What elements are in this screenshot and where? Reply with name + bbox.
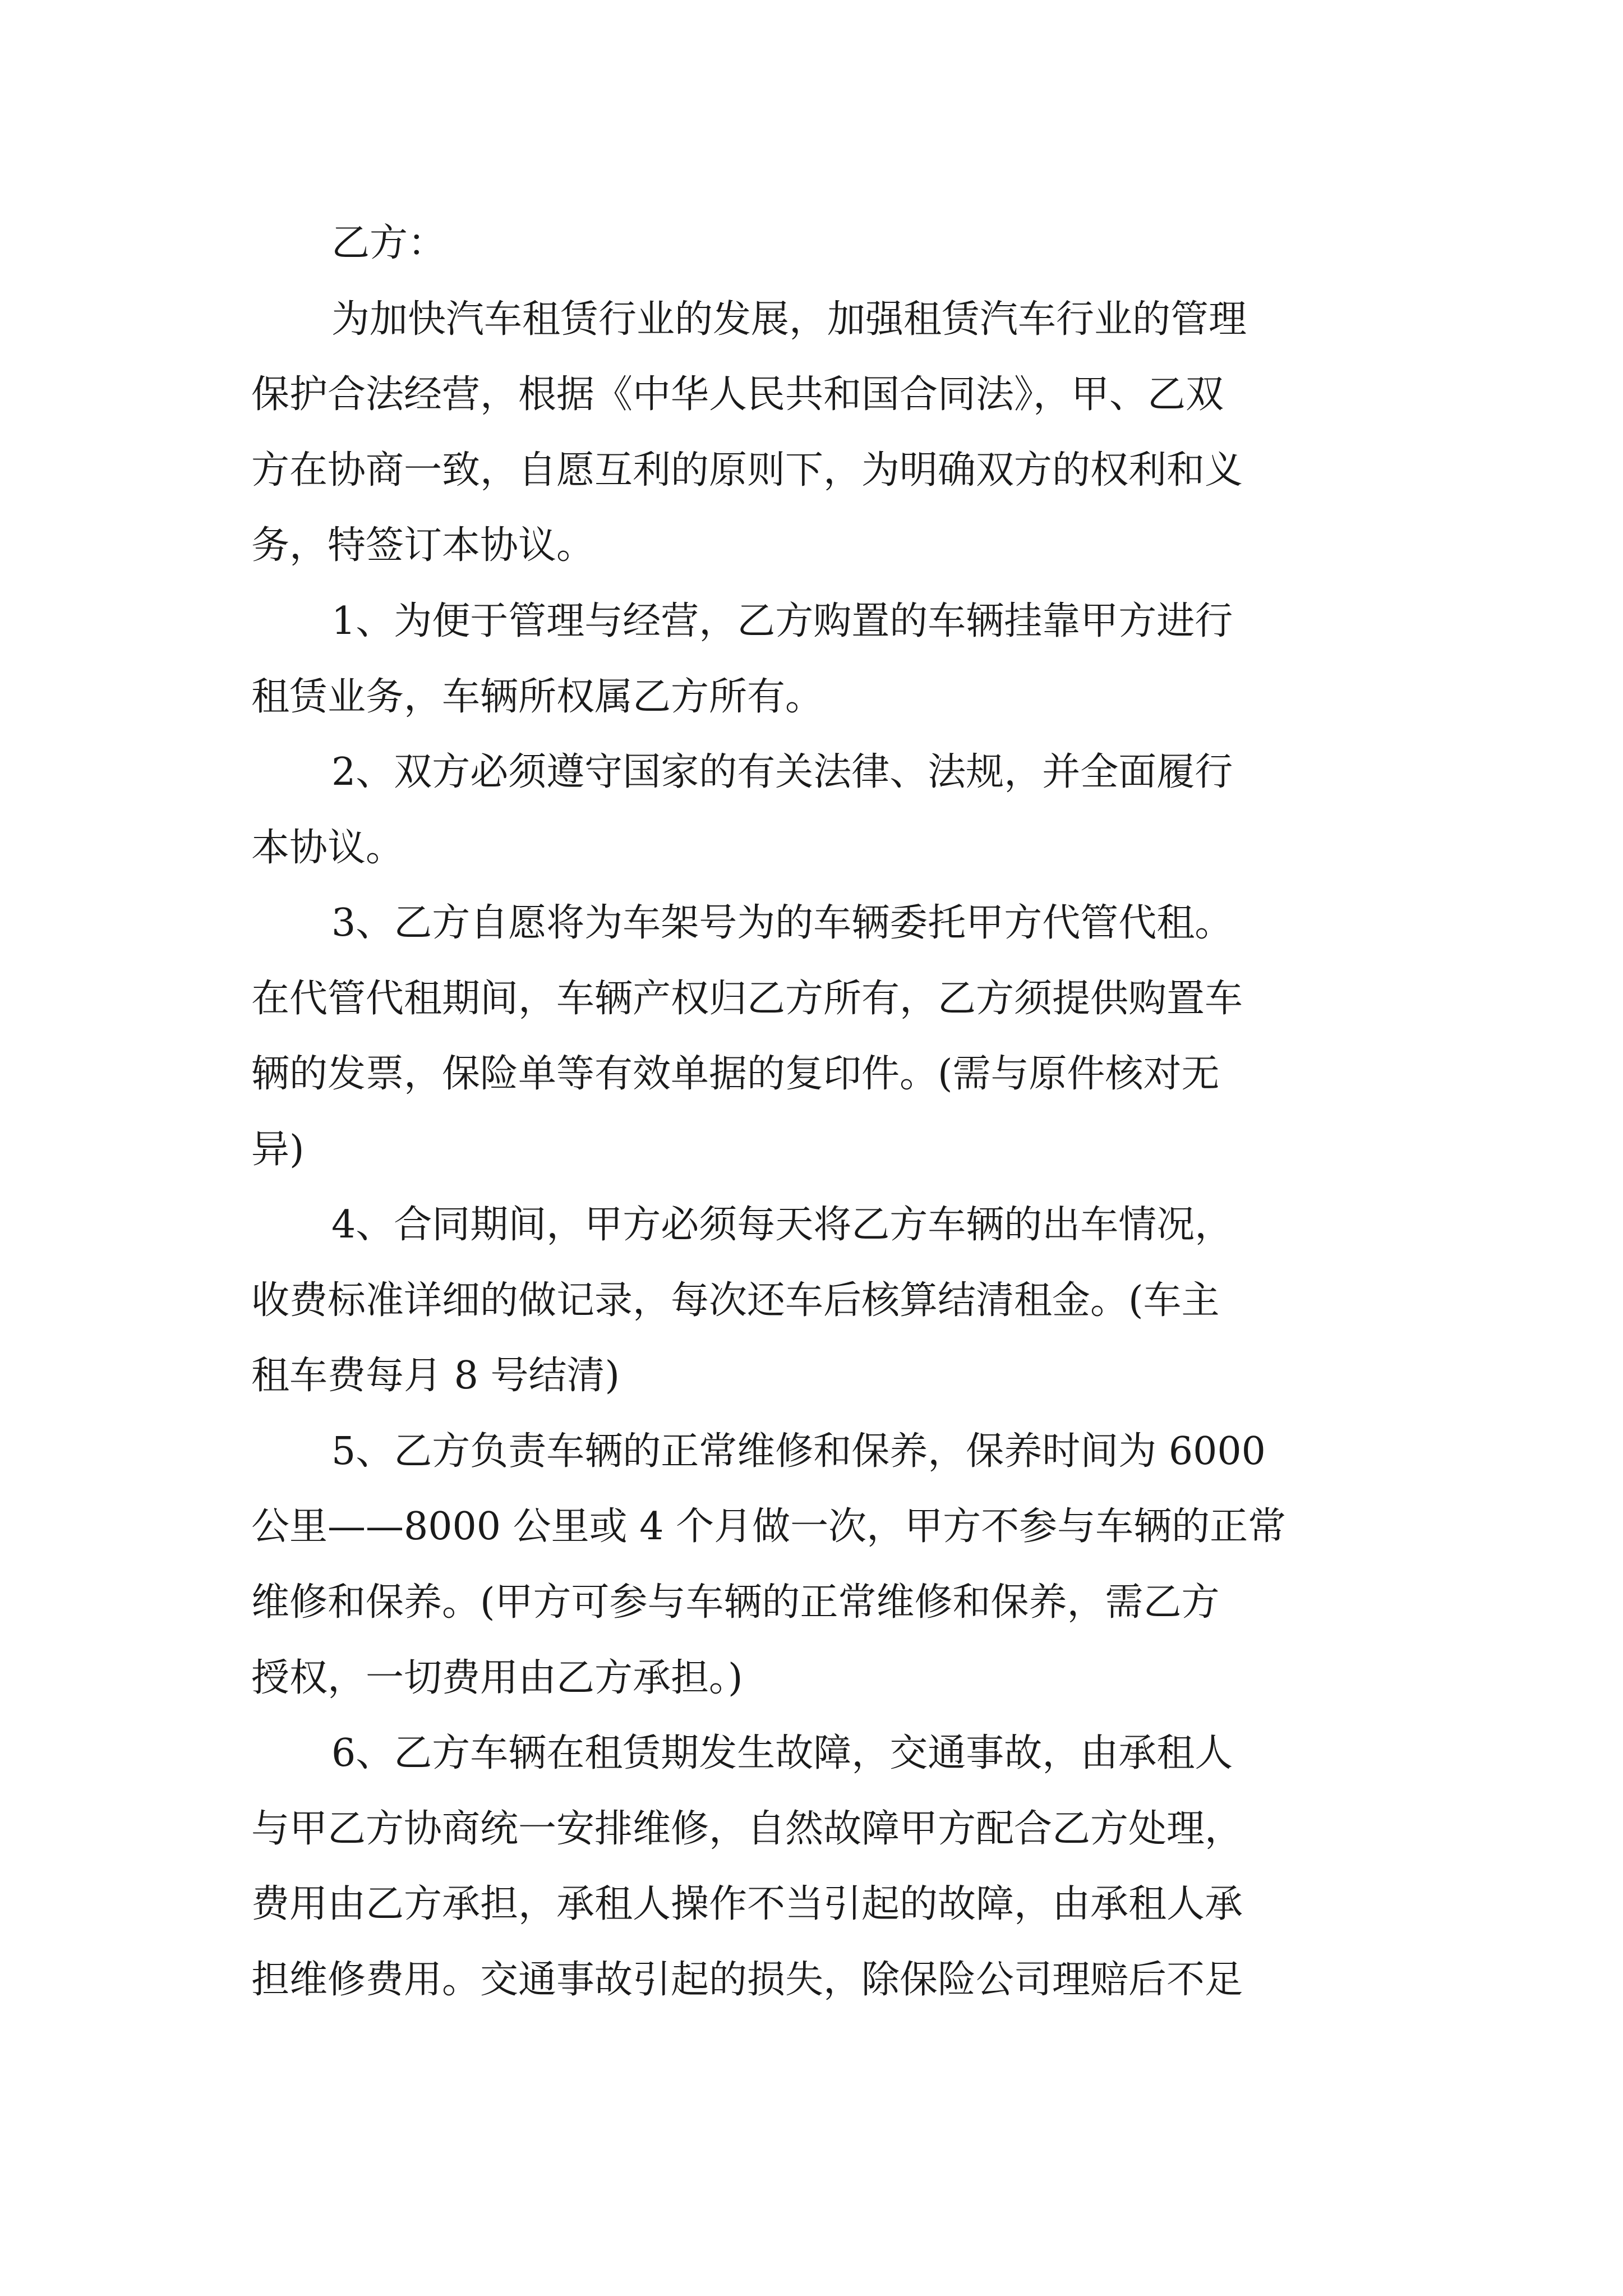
party-b-label: 乙方： xyxy=(331,221,446,265)
clause-1-line-1: 1、为便于管理与经营，乙方购置的车辆挂靠甲方进行 xyxy=(331,599,1233,643)
clause-5-line-3: 维修和保养。(甲方可参与车辆的正常维修和保养，需乙方 xyxy=(251,1580,1220,1625)
clause-3-line-2: 在代管代租期间，车辆产权归乙方所有，乙方须提供购置车 xyxy=(251,977,1243,1021)
clause-3-line-3: 辆的发票，保险单等有效单据的复印件。(需与原件核对无 xyxy=(251,1052,1220,1096)
clause-3-line-4: 异) xyxy=(251,1128,305,1172)
clause-4-line-2: 收费标准详细的做记录，每次还车后核算结清租金。(车主 xyxy=(251,1278,1220,1323)
clause-4-line-3: 租车费每月 8 号结清) xyxy=(251,1354,620,1398)
clause-2-line-1: 2、双方必须遵守国家的有关法律、法规，并全面履行 xyxy=(331,750,1233,794)
clause-5-line-1: 5、乙方负责车辆的正常维修和保养，保养时间为 6000 xyxy=(331,1429,1266,1474)
clause-1-line-2: 租赁业务，车辆所权属乙方所有。 xyxy=(251,675,824,719)
clause-5-line-4: 授权，一切费用由乙方承担。) xyxy=(251,1656,743,1700)
preamble-line-2: 保护合法经营，根据《中华人民共和国合同法》，甲、乙双 xyxy=(251,372,1224,417)
clause-2-line-2: 本协议。 xyxy=(251,826,404,870)
clause-5-line-2: 公里——8000 公里或 4 个月做一次，甲方不参与车辆的正常 xyxy=(251,1504,1287,1549)
clause-3-line-1: 3、乙方自愿将为车架号为的车辆委托甲方代管代租。 xyxy=(331,901,1233,945)
preamble-line-3: 方在协商一致，自愿互利的原则下，为明确双方的权利和义 xyxy=(251,448,1243,493)
preamble-line-4: 务，特签订本协议。 xyxy=(251,523,595,568)
clause-6-line-3: 费用由乙方承担，承租人操作不当引起的故障，由承租人承 xyxy=(251,1882,1243,1926)
clause-6-line-4: 担维修费用。交通事故引起的损失，除保险公司理赔后不足 xyxy=(251,1958,1243,2002)
preamble-line-1: 为加快汽车租赁行业的发展，加强租赁汽车行业的管理 xyxy=(331,297,1247,342)
clause-4-line-1: 4、合同期间，甲方必须每天将乙方车辆的出车情况， xyxy=(331,1203,1233,1247)
clause-6-line-1: 6、乙方车辆在租赁期发生故障，交通事故，由承租人 xyxy=(331,1731,1233,1775)
clause-6-line-2: 与甲乙方协商统一安排维修，自然故障甲方配合乙方处理， xyxy=(251,1807,1243,1851)
